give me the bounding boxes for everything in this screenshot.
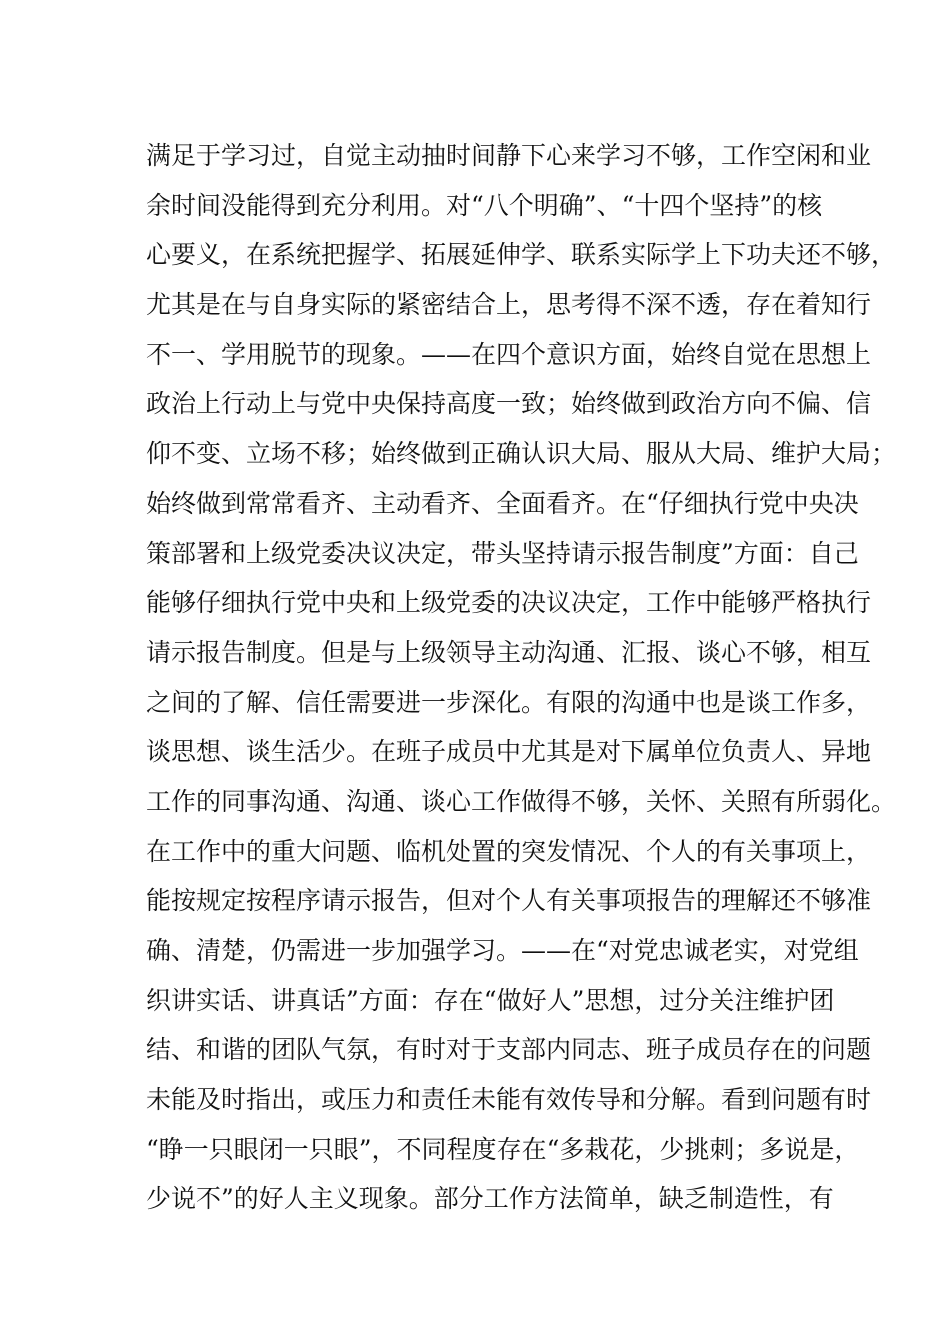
- text-line-1: 满足于学习过，自觉主动抽时间静下心来学习不够，工作空闲和业: [146, 141, 872, 170]
- text-line-12: 之间的了解、信任需要进一步深化。有限的沟通中也是谈工作多，: [146, 687, 872, 717]
- text-line-5: 不一、学用脱节的现象。——在四个意识方面，始终自觉在思想上: [146, 339, 872, 369]
- text-line-14: 工作的同事沟通、沟通、谈心工作做得不够，关怀、关照有所弱化。: [146, 786, 897, 816]
- text-line-3: 心要义，在系统把握学、拓展延伸学、联系实际学上下功夫还不够，: [146, 240, 897, 270]
- text-line-10: 能够仔细执行党中央和上级党委的决议决定，工作中能够严格执行: [146, 588, 872, 618]
- text-line-18: 织讲实话、讲真话”方面：存在“做好人”思想，过分关注维护团: [146, 985, 835, 1015]
- text-line-22: 少说不”的好人主义现象。部分工作方法简单，缺乏制造性，有: [146, 1184, 834, 1214]
- text-line-4: 尤其是在与自身实际的紧密结合上，思考得不深不透，存在着知行: [146, 290, 872, 320]
- text-line-13: 谈思想、谈生活少。在班子成员中尤其是对下属单位负责人、异地: [146, 737, 872, 767]
- text-line-8: 始终做到常常看齐、主动看齐、全面看齐。在“仔细执行党中央决: [146, 488, 859, 518]
- text-line-6: 政治上行动上与党中央保持高度一致；始终做到政治方向不偏、信: [146, 389, 872, 419]
- text-line-20: 未能及时指出，或压力和责任未能有效传导和分解。看到问题有时: [146, 1085, 872, 1115]
- text-line-19: 结、和谐的团队气氛，有时对于支部内同志、班子成员存在的问题: [146, 1035, 872, 1065]
- text-line-17: 确、清楚，仍需进一步加强学习。——在“对党忠诚老实，对党组: [146, 936, 859, 965]
- body-text: [146, 131, 897, 1224]
- text-line-11: 请示报告制度。但是与上级领导主动沟通、汇报、谈心不够，相互: [146, 637, 872, 667]
- text-line-15: 在工作中的重大问题、临机处置的突发情况、个人的有关事项上，: [146, 836, 872, 866]
- text-line-16: 能按规定按程序请示报告，但对个人有关事项报告的理解还不够准: [146, 886, 872, 916]
- text-line-21: “睁一只眼闭一只眼”，不同程度存在“多栽花，少挑刺；多说是，: [146, 1134, 860, 1164]
- text-line-2: 余时间没能得到充分利用。对“八个明确”、“十四个坚持”的核: [146, 190, 823, 220]
- text-line-7: 仰不变、立场不移；始终做到正确认识大局、服从大局、维护大局；: [146, 439, 897, 469]
- text-line-9: 策部署和上级党委决议决定，带头坚持请示报告制度”方面：自己: [146, 538, 859, 568]
